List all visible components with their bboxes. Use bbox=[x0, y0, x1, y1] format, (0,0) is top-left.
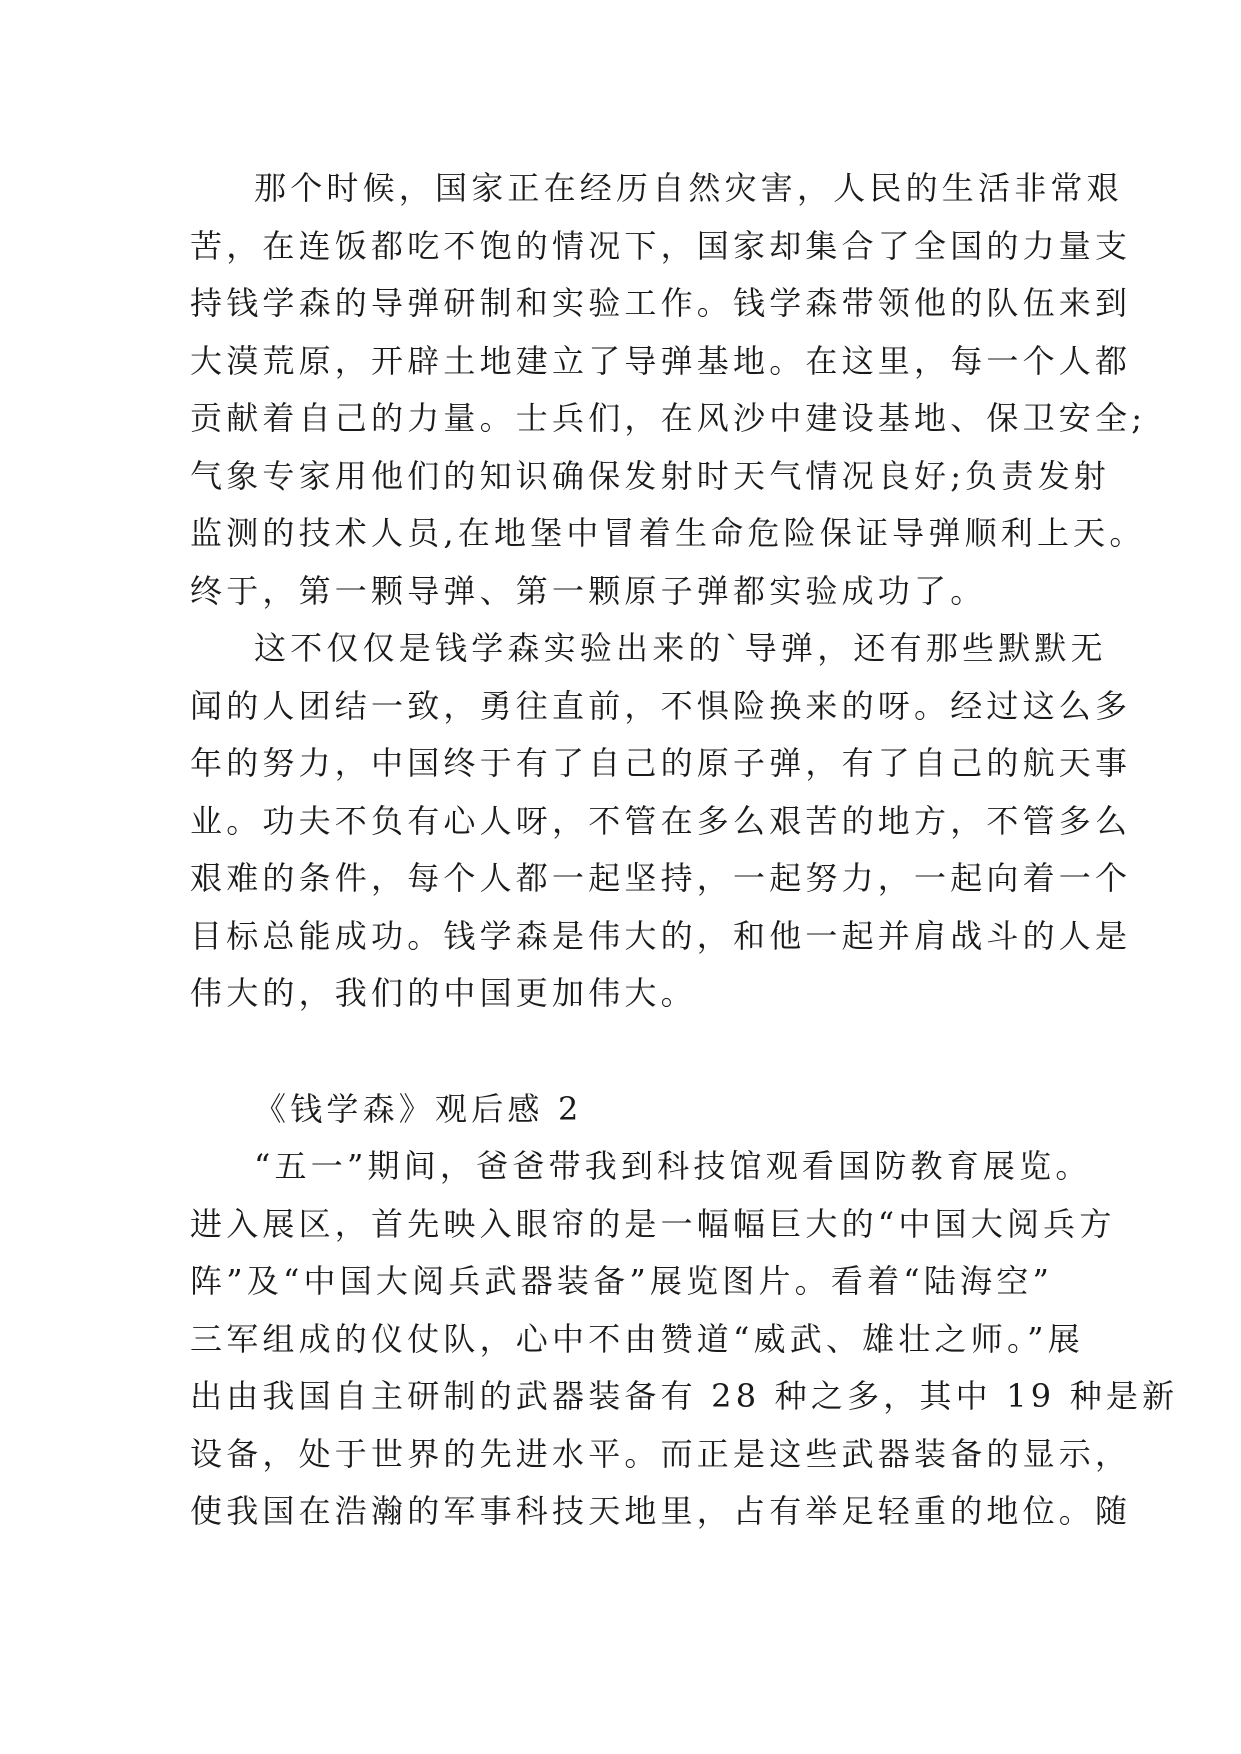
text-line: 这不仅仅是钱学森实验出来的`导弹，还有那些默默无 bbox=[254, 629, 1107, 667]
text-line: 艰难的条件，每个人都一起坚持，一起努力，一起向着一个 bbox=[190, 859, 1132, 897]
text-line: 三军组成的仪仗队，心中不由赞道“威武、雄壮之师。”展 bbox=[190, 1319, 1084, 1358]
text-line: 业。功夫不负有心人呀，不管在多么艰苦的地方，不管多么 bbox=[190, 801, 1132, 840]
text-line: “五一”期间，爸爸带我到科技馆观看国防教育展览。 bbox=[254, 1147, 1092, 1185]
text-line: 目标总能成功。钱学森是伟大的，和他一起并肩战斗的人是 bbox=[190, 916, 1132, 955]
text-line: 终于，第一颗导弹、第一颗原子弹都实验成功了。 bbox=[190, 571, 987, 610]
text-line: 进入展区，首先映入眼帘的是一幅幅巨大的“中国大阅兵方 bbox=[190, 1204, 1116, 1243]
section-title: 《钱学森》观后感 2 bbox=[254, 1089, 583, 1128]
paragraph-1 bbox=[190, 160, 1147, 620]
document-body bbox=[190, 160, 1179, 1541]
text-line: 阵”及“中国大阅兵武器装备”展览图片。看着“陆海空” bbox=[190, 1262, 1053, 1300]
text-line: 持钱学森的导弹研制和实验工作。钱学森带领他的队伍来到 bbox=[190, 284, 1132, 322]
text-line: 出由我国自主研制的武器装备有 28 种之多，其中 19 种是新 bbox=[190, 1377, 1179, 1415]
text-line: 那个时候，国家正在经历自然灾害，人民的生活非常艰 bbox=[254, 169, 1123, 207]
section-gap bbox=[190, 1023, 1055, 1081]
text-line: 伟大的，我们的中国更加伟大。 bbox=[190, 974, 697, 1012]
text-line: 苦，在连饭都吃不饱的情况下，国家却集合了全国的力量支 bbox=[190, 226, 1132, 265]
paragraph-2 bbox=[190, 620, 1132, 1023]
text-line: 气象专家用他们的知识确保发射时天气情况良好;负责发射 bbox=[190, 456, 1110, 495]
text-line: 大漠荒原，开辟土地建立了导弹基地。在这里，每一个人都 bbox=[190, 341, 1132, 380]
text-line: 年的努力，中国终于有了自己的原子弹，有了自己的航天事 bbox=[190, 744, 1132, 782]
text-line: 贡献着自己的力量。士兵们，在风沙中建设基地、保卫安全; bbox=[190, 399, 1147, 437]
text-line: 设备，处于世界的先进水平。而正是这些武器装备的显示， bbox=[190, 1434, 1132, 1473]
text-line: 闻的人团结一致，勇往直前，不惧险换来的呀。经过这么多 bbox=[190, 686, 1132, 725]
paragraph-3 bbox=[190, 1138, 1179, 1541]
text-line: 监测的技术人员,在地堡中冒着生命危险保证导弹顺利上天。 bbox=[190, 514, 1146, 552]
text-line: 使我国在浩瀚的军事科技天地里，占有举足轻重的地位。随 bbox=[190, 1492, 1132, 1530]
